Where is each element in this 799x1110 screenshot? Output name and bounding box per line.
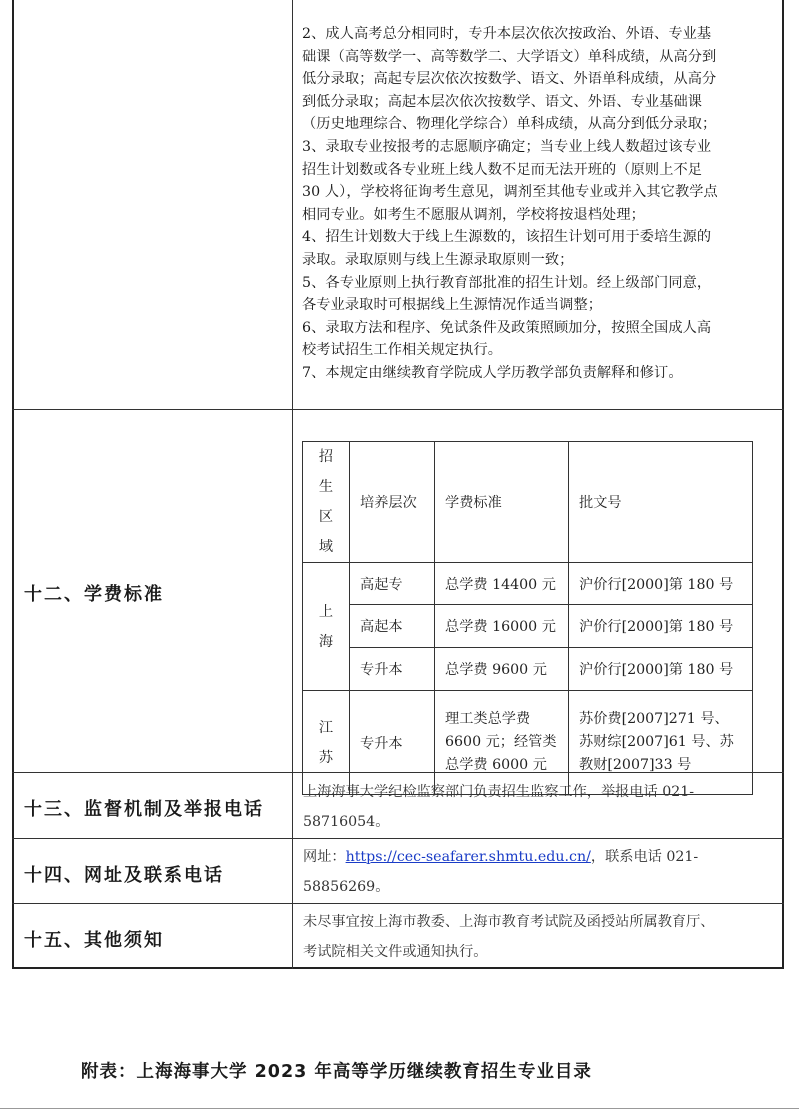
level-cell: 专升本 — [350, 648, 435, 691]
rule-line: 录取。录取原则与线上生源录取原则一致； — [302, 251, 574, 268]
row-divider — [12, 903, 784, 904]
rule-line: 相同专业。如考生不愿服从调剂，学校将按退档处理； — [302, 206, 645, 223]
approval-cell: 沪价行[2000]第 180 号 — [569, 648, 753, 691]
row-divider — [12, 838, 784, 839]
tuition-table — [302, 441, 753, 795]
level-cell: 高起本 — [350, 605, 435, 648]
phone-number: 58856269。 — [303, 879, 390, 895]
rule-line: 30 人），学校将征询考生意见，调剂至其他专业或并入其它教学点 — [302, 184, 718, 201]
fee-header: 学费标准 — [435, 442, 569, 563]
other-text: 未尽事宜按上海市教委、上海市教育考试院及函授站所属教育厅、 考试院相关文件或通知执行。 — [303, 914, 715, 960]
supervision-section-label: 十三、监督机制及举报电话 — [24, 799, 264, 820]
rule-line: 7、本规定由继续教育学院成人学历教学部负责解释和修订。 — [302, 364, 683, 381]
rule-line: 3、录取专业按报考的志愿顺序确定；当专业上线人数超过该专业 — [302, 138, 712, 155]
level-header: 培养层次 — [350, 442, 435, 563]
approval-cell: 沪价行[2000]第 180 号 — [569, 605, 753, 648]
rule-line: 校考试招生工作相关规定执行。 — [302, 342, 503, 359]
fee-cell: 理工类总学费 6600 元；经管类 总学费 6000 元 — [435, 691, 569, 795]
url-prefix: 网址： — [303, 849, 346, 865]
rule-line: 础课（高等数学一、高等数学二、大学语文）单科成绩，从高分到 — [302, 48, 717, 65]
table-row — [303, 648, 753, 691]
level-cell: 高起专 — [350, 563, 435, 605]
rule-line: 5、各专业原则上执行教育部批准的招生计划。经上级部门同意， — [302, 274, 712, 291]
admission-rules — [302, 23, 774, 385]
fee-cell: 总学费 14400 元 — [435, 563, 569, 605]
website-link[interactable]: https://cec-seafarer.shmtu.edu.cn/ — [345, 849, 591, 865]
tuition-section-label: 十二、学费标准 — [24, 584, 164, 605]
rule-line: 2、成人高考总分相同时，专升本层次依次按政治、外语、专业基 — [302, 26, 712, 42]
appendix-title: 附表：上海海事大学 2023 年高等学历继续教育招生专业目录 — [81, 1062, 592, 1082]
table-row — [303, 563, 753, 605]
approval-header: 批文号 — [569, 442, 753, 563]
approval-cell: 沪价行[2000]第 180 号 — [569, 563, 753, 605]
rule-line: 招生计划数或各专业班上线人数不足而无法开班的（原则上不足 — [302, 161, 703, 178]
contact-section-label: 十四、网址及联系电话 — [24, 865, 224, 886]
rule-line: 到低分录取；高起本层次依次按数学、语文、外语、专业基础课 — [302, 93, 703, 110]
contact-text — [303, 842, 773, 902]
rule-line: 4、招生计划数大于线上生源数的，该招生计划可用于委培生源的 — [302, 229, 712, 246]
column-divider — [292, 0, 293, 969]
page-edge — [0, 1108, 799, 1109]
fee-cell: 总学费 9600 元 — [435, 648, 569, 691]
rule-line: 低分录取；高起专层次依次按数学、语文、外语单科成绩，从高分 — [302, 71, 717, 88]
rule-line: 6、录取方法和程序、免试条件及政策照顾加分，按照全国成人高 — [302, 319, 712, 336]
approval-cell: 苏价费[2007]271 号、 苏财综[2007]61 号、苏 教财[2007]33 号 — [569, 691, 753, 795]
other-section-label: 十五、其他须知 — [24, 930, 164, 951]
phone-prefix: ，联系电话 021- — [590, 849, 699, 865]
row-divider — [12, 409, 784, 410]
table-row — [303, 605, 753, 648]
fee-cell: 总学费 16000 元 — [435, 605, 569, 648]
rule-line: （历史地理综合、物理化学综合）单科成绩，从高分到低分录取； — [302, 116, 717, 133]
supervision-text: 上海海事大学纪检监察部门负责招生监察工作，举报电话 021- 58716054。 — [303, 784, 695, 830]
region-shanghai: 上 海 — [303, 563, 350, 691]
region-jiangsu: 江 苏 — [303, 691, 350, 795]
region-header: 招 生 区 域 — [303, 442, 350, 563]
table-header-row — [303, 442, 753, 563]
rule-line: 各专业录取时可根据线上生源情况作适当调整； — [302, 297, 603, 314]
level-cell: 专升本 — [350, 691, 435, 795]
